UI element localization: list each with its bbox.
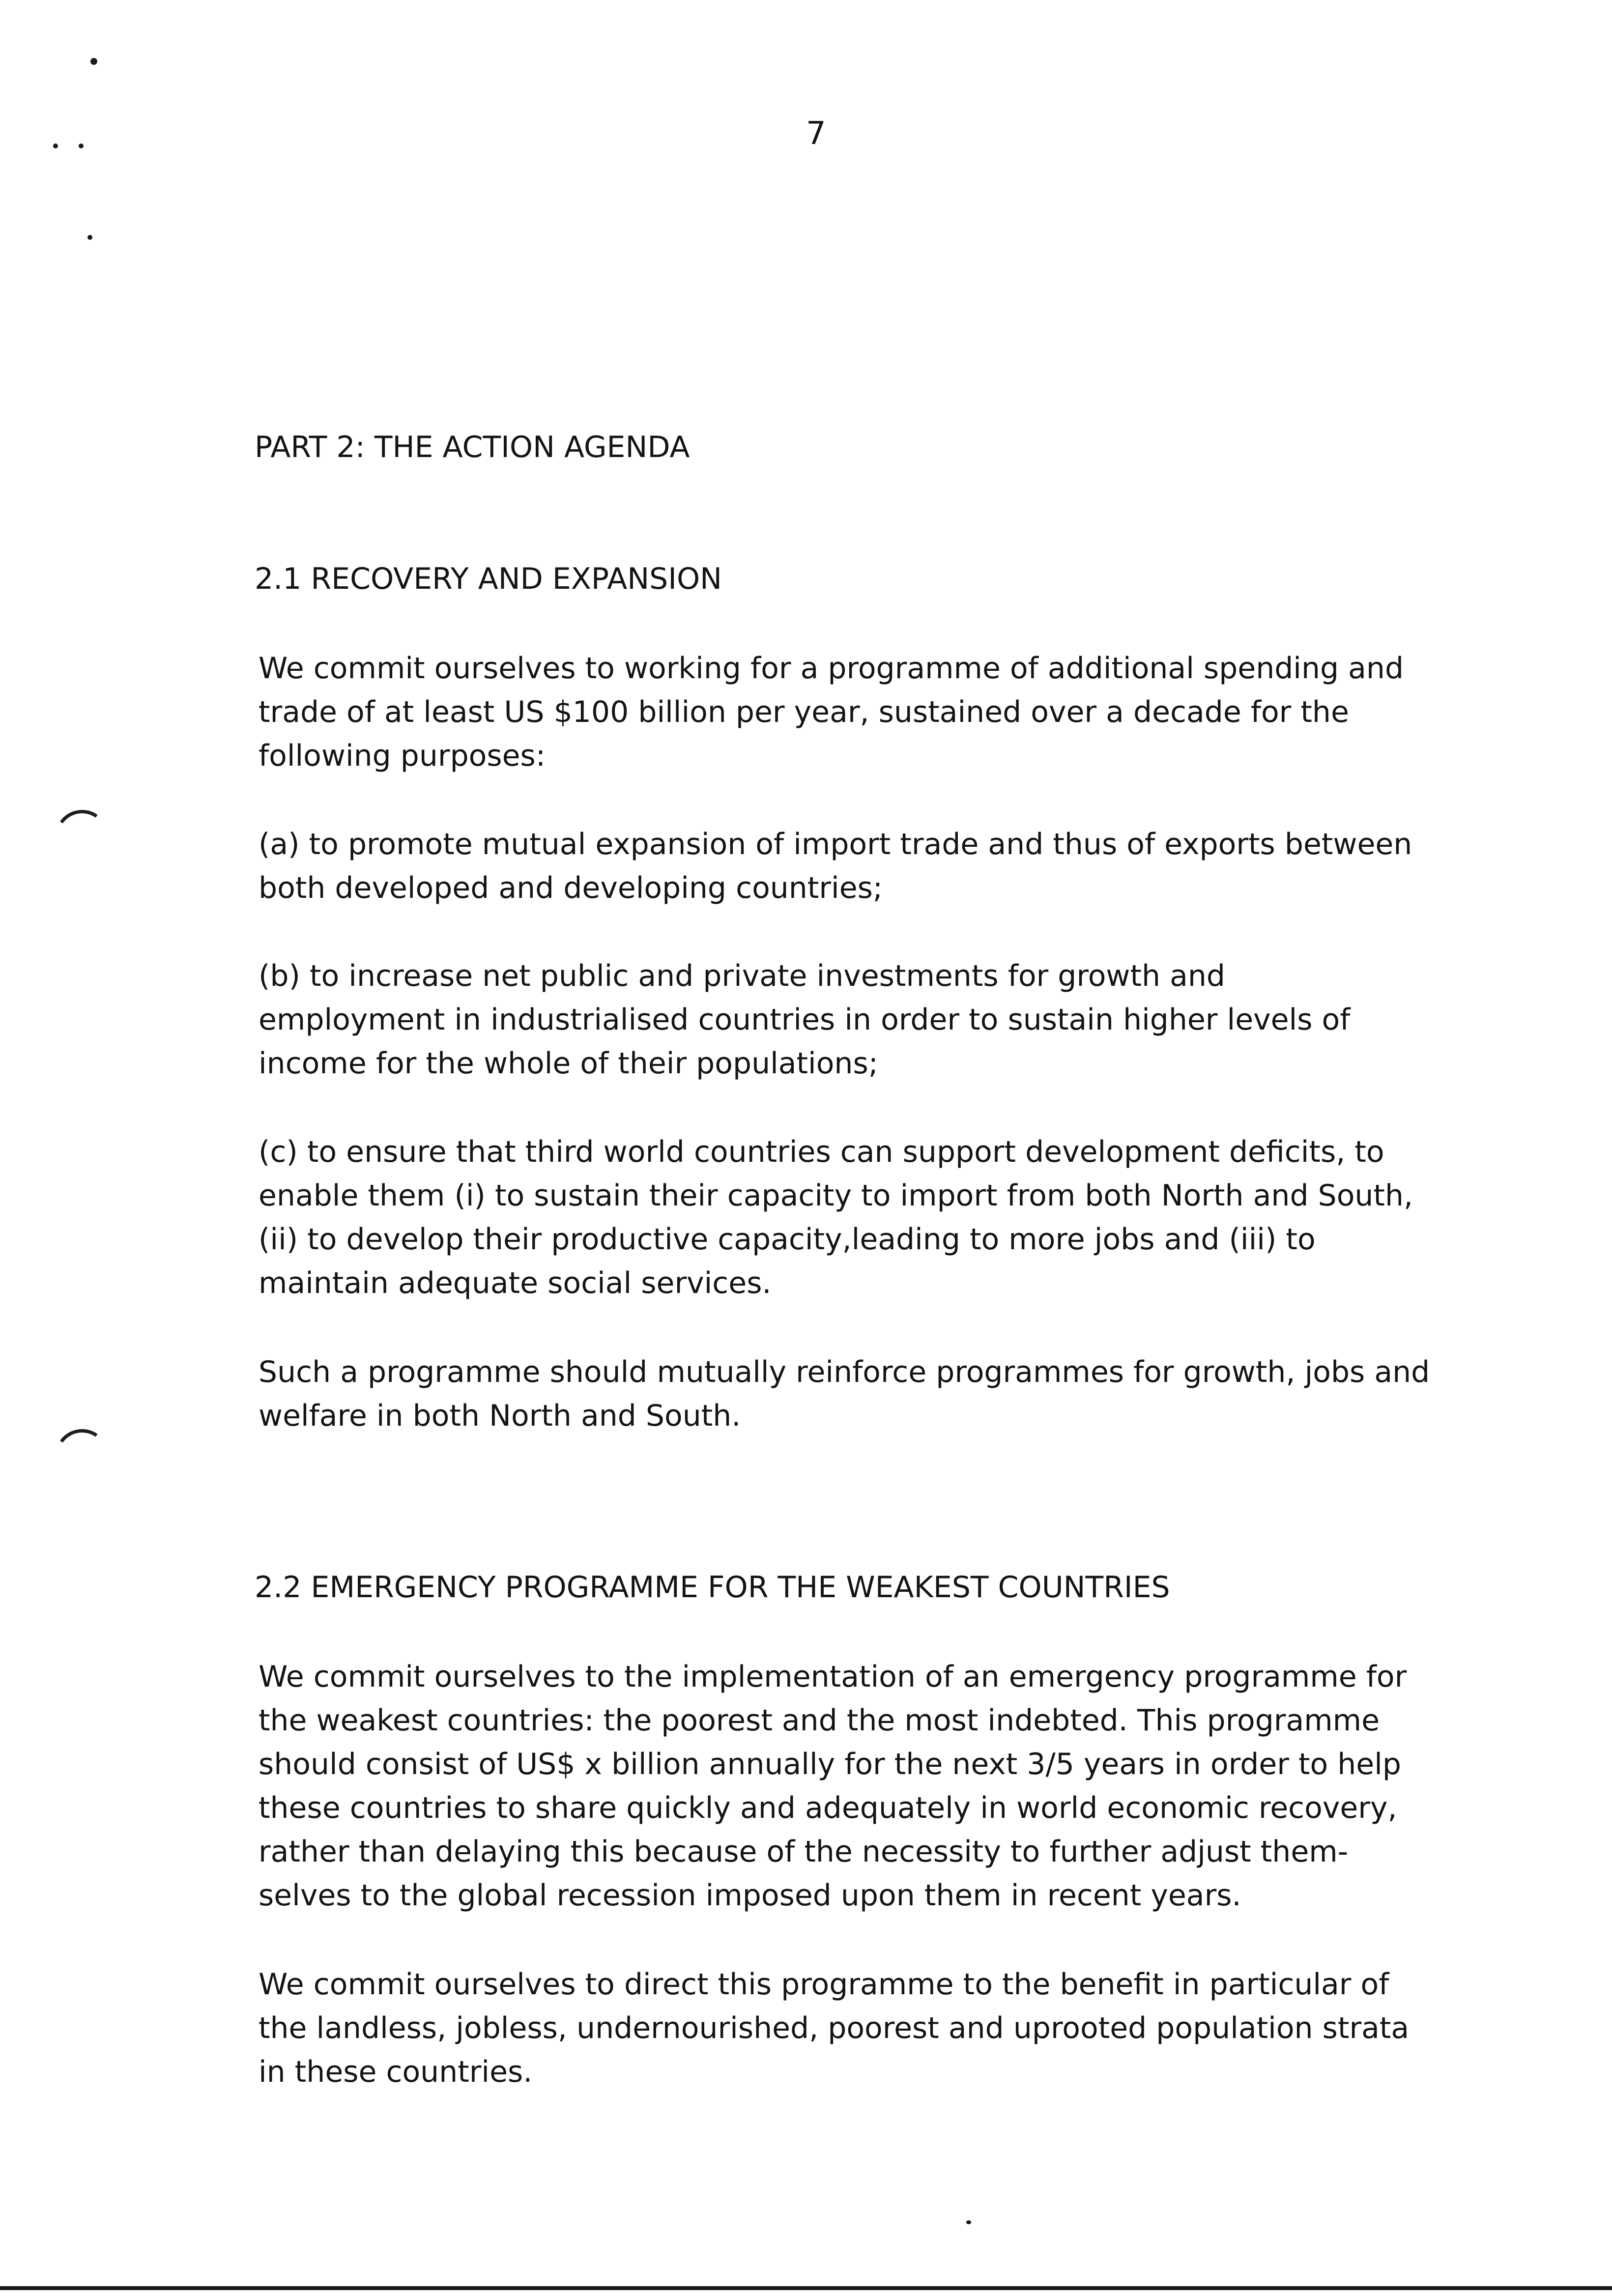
text-line: trade of at least US $100 billion per year, sustained over a decade for the (259, 695, 1349, 729)
paragraph-reinforce (259, 1350, 1502, 1438)
section-heading-recovery: 2.1 RECOVERY AND EXPANSION (255, 562, 722, 596)
page-number: 7 (806, 115, 826, 152)
text-line: We commit ourselves to direct this programme to the benefit in particular of (259, 1967, 1389, 2002)
text-line: (c) to ensure that third world countries can support development deficits, to (259, 1135, 1384, 1169)
text-line: the landless, jobless, undernourished, poorest and uprooted population strata (259, 2011, 1410, 2045)
scan-speck (79, 144, 84, 148)
scan-edge-rule (0, 2286, 1612, 2290)
list-item-a (259, 823, 1502, 910)
punch-hole-arc (51, 805, 113, 868)
scan-speck (966, 2220, 971, 2224)
text-line: (b) to increase net public and private investments for growth and (259, 959, 1225, 993)
text-line: these countries to share quickly and adequately in world economic recovery, (259, 1791, 1397, 1825)
list-item-c (259, 1130, 1502, 1305)
text-line: (ii) to develop their productive capacity,leading to more jobs and (iii) to (259, 1222, 1316, 1257)
paragraph-commitment (259, 647, 1502, 778)
part-heading: PART 2: THE ACTION AGENDA (255, 430, 690, 464)
text-line: selves to the global recession imposed upon them in recent years. (259, 1878, 1241, 1913)
text-line: maintain adequate social services. (259, 1266, 772, 1300)
scan-speck (53, 144, 58, 148)
paragraph-emergency (259, 1655, 1502, 1918)
list-item-b (259, 954, 1502, 1086)
text-line: in these countries. (259, 2055, 533, 2089)
text-line: rather than delaying this because of the necessity to further adjust them- (259, 1835, 1349, 1869)
scan-speck (87, 235, 92, 240)
text-line: enable them (i) to sustain their capacity to import from both North and South, (259, 1178, 1413, 1213)
text-line: income for the whole of their populations; (259, 1046, 878, 1081)
text-line: employment in industrialised countries in order to sustain higher levels of (259, 1003, 1351, 1037)
text-line: We commit ourselves to working for a programme of additional spending and (259, 651, 1404, 686)
text-line: both developed and developing countries; (259, 871, 883, 905)
section-heading-emergency: 2.2 EMERGENCY PROGRAMME FOR THE WEAKEST COUNTRIES (255, 1570, 1170, 1605)
text-line: (a) to promote mutual expansion of import trade and thus of exports between (259, 827, 1412, 861)
text-line: Such a programme should mutually reinforce programmes for growth, jobs and (259, 1355, 1430, 1389)
text-line: following purposes: (259, 739, 546, 773)
scan-speck (90, 58, 97, 65)
text-line: welfare in both North and South. (259, 1399, 741, 1433)
text-line: should consist of US$ x billion annually for the next 3/5 years in order to help (259, 1747, 1401, 1781)
text-line: We commit ourselves to the implementation of an emergency programme for (259, 1660, 1407, 1694)
paragraph-beneficiaries (259, 1963, 1502, 2094)
punch-hole-arc (51, 1425, 113, 1487)
text-line: the weakest countries: the poorest and the most indebted. This programme (259, 1703, 1380, 1738)
